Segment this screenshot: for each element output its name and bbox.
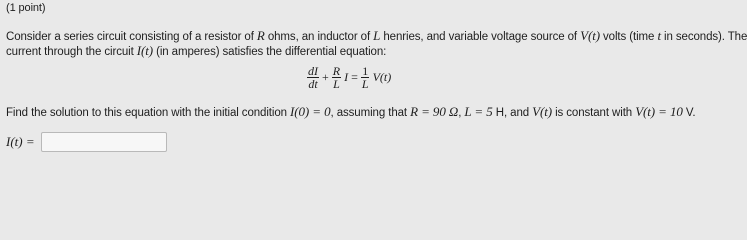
var-i: I bbox=[344, 70, 349, 84]
numerator: 1 bbox=[362, 64, 369, 78]
denominator: dt bbox=[308, 77, 318, 91]
problem-line-1 bbox=[6, 28, 747, 44]
text: (in amperes) satisfies the differential equation: bbox=[153, 46, 387, 58]
r-value: R = 90 Ω bbox=[410, 104, 459, 119]
text: volts (time bbox=[599, 31, 658, 43]
initial-condition: I(0) = 0 bbox=[290, 104, 331, 119]
denominator: L bbox=[361, 77, 369, 91]
plus-sign: + bbox=[322, 70, 329, 84]
denominator: L bbox=[333, 77, 340, 91]
fraction-1-l bbox=[361, 65, 370, 90]
numerator: dI bbox=[308, 64, 318, 78]
text: in seconds). The bbox=[660, 31, 747, 43]
problem-line-2 bbox=[6, 43, 386, 59]
text: Find the solution to this equation with the initial condition bbox=[6, 107, 291, 119]
fraction-r-l bbox=[332, 65, 341, 90]
answer-row bbox=[6, 132, 167, 152]
points-label: (1 point) bbox=[6, 2, 46, 14]
text: ohms, an inductor of bbox=[264, 31, 374, 43]
fraction-di-dt bbox=[307, 65, 319, 90]
numerator: R bbox=[332, 64, 341, 78]
text: H, and bbox=[492, 107, 533, 119]
text: is constant with bbox=[551, 107, 636, 119]
problem-line-3 bbox=[6, 104, 696, 120]
text: V. bbox=[682, 107, 696, 119]
l-value: L = 5 bbox=[464, 104, 493, 119]
var-l: L bbox=[373, 28, 381, 43]
text: current through the circuit bbox=[6, 46, 137, 58]
differential-equation bbox=[307, 65, 391, 90]
var-it: I(t) bbox=[136, 43, 153, 58]
text: henries, and variable voltage source of bbox=[380, 31, 581, 43]
text: Consider a series circuit consisting of a resistor of bbox=[6, 31, 257, 43]
var-vt: V(t) bbox=[532, 104, 552, 119]
var-vt: V(t) bbox=[372, 70, 392, 84]
text: , bbox=[458, 107, 465, 119]
text: , assuming that bbox=[330, 107, 411, 119]
var-r: R bbox=[256, 28, 265, 43]
v-value: V(t) = 10 bbox=[635, 104, 683, 119]
var-vt: V(t) bbox=[580, 28, 600, 43]
equals-sign: = bbox=[351, 70, 358, 84]
answer-input[interactable] bbox=[41, 132, 167, 152]
answer-label: I(t) = bbox=[6, 134, 35, 149]
var-t: t bbox=[657, 28, 661, 43]
